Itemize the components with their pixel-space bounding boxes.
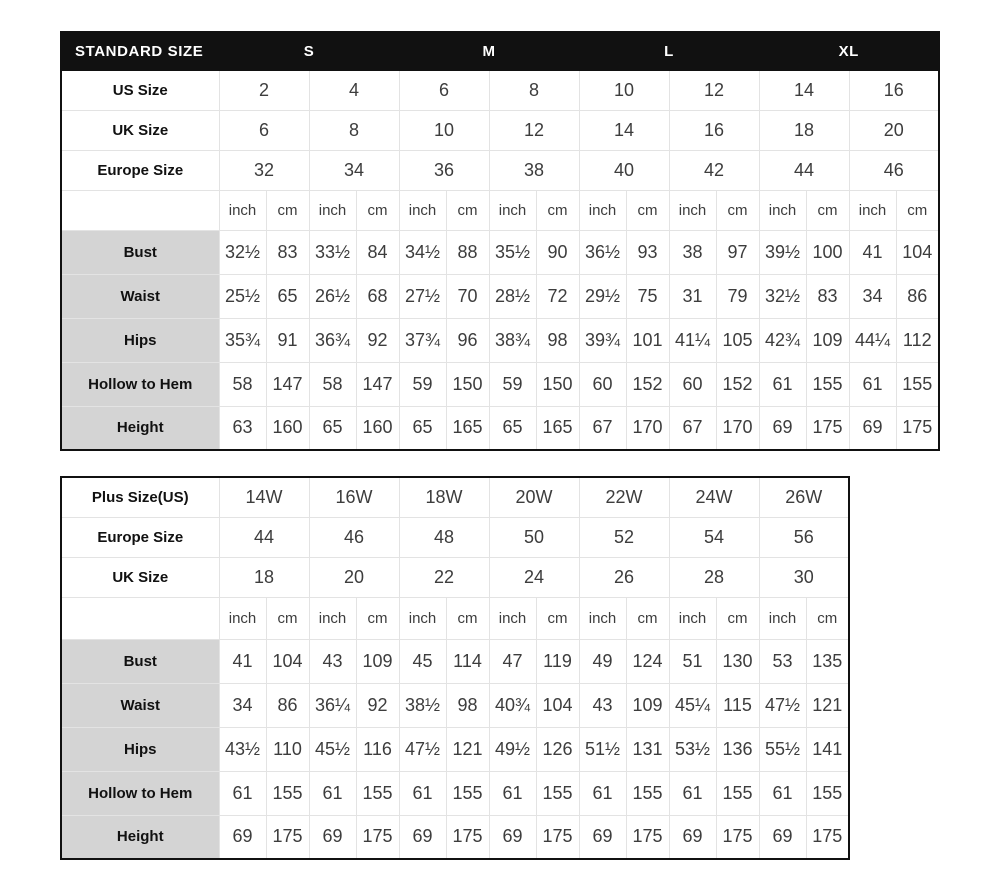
measure-value: 40¾ (489, 683, 536, 727)
unit-header: inch (579, 597, 626, 639)
measure-value: 44¼ (849, 318, 896, 362)
measure-value: 114 (446, 639, 489, 683)
measure-value: 147 (266, 362, 309, 406)
measure-value: 104 (896, 230, 939, 274)
measure-value: 47½ (759, 683, 806, 727)
measure-value: 47½ (399, 727, 446, 771)
unit-header: inch (219, 597, 266, 639)
size-value: 14 (759, 70, 849, 110)
measure-value: 35¾ (219, 318, 266, 362)
size-value: 46 (309, 517, 399, 557)
measure-value: 175 (806, 406, 849, 450)
measure-value: 101 (626, 318, 669, 362)
size-value: 12 (669, 70, 759, 110)
measure-value: 49 (579, 639, 626, 683)
size-value: 36 (399, 150, 489, 190)
measure-value: 53 (759, 639, 806, 683)
size-value: 22 (399, 557, 489, 597)
row-label: Europe Size (61, 517, 219, 557)
measure-value: 90 (536, 230, 579, 274)
size-value: 6 (219, 110, 309, 150)
unit-header: cm (536, 190, 579, 230)
measure-value: 92 (356, 683, 399, 727)
measure-value: 83 (266, 230, 309, 274)
row-label: UK Size (61, 110, 219, 150)
measure-value: 61 (759, 771, 806, 815)
table-row (61, 110, 939, 150)
measure-value: 155 (806, 362, 849, 406)
measure-value: 79 (716, 274, 759, 318)
size-value: 56 (759, 517, 849, 557)
size-value: 10 (579, 70, 669, 110)
size-value: 44 (759, 150, 849, 190)
measure-value: 42¾ (759, 318, 806, 362)
measure-value: 131 (626, 727, 669, 771)
measure-value: 33½ (309, 230, 356, 274)
measure-value: 124 (626, 639, 669, 683)
table-row (61, 639, 849, 683)
measure-value: 100 (806, 230, 849, 274)
measure-value: 97 (716, 230, 759, 274)
row-label: Waist (61, 683, 219, 727)
measure-value: 141 (806, 727, 849, 771)
measure-value: 45 (399, 639, 446, 683)
size-value: 44 (219, 517, 309, 557)
measure-value: 61 (399, 771, 446, 815)
measure-value: 75 (626, 274, 669, 318)
unit-header: inch (849, 190, 896, 230)
measure-value: 155 (446, 771, 489, 815)
measure-value: 38¾ (489, 318, 536, 362)
measure-value: 34 (849, 274, 896, 318)
table-row (61, 683, 849, 727)
measure-value: 61 (309, 771, 356, 815)
measure-value: 104 (536, 683, 579, 727)
measure-value: 35½ (489, 230, 536, 274)
row-label: UK Size (61, 557, 219, 597)
measure-value: 175 (716, 815, 759, 859)
size-value: 30 (759, 557, 849, 597)
size-value: 2 (219, 70, 309, 110)
measure-value: 116 (356, 727, 399, 771)
measure-value: 39¾ (579, 318, 626, 362)
table-row (61, 477, 849, 517)
measure-value: 58 (309, 362, 356, 406)
measure-value: 175 (356, 815, 399, 859)
measure-value: 59 (489, 362, 536, 406)
size-value: 20 (309, 557, 399, 597)
measure-value: 155 (896, 362, 939, 406)
size-value: 46 (849, 150, 939, 190)
unit-header: cm (806, 597, 849, 639)
measure-value: 34 (219, 683, 266, 727)
size-value: 48 (399, 517, 489, 557)
measure-value: 86 (266, 683, 309, 727)
measure-value: 155 (626, 771, 669, 815)
measure-value: 27½ (399, 274, 446, 318)
unit-header: inch (399, 597, 446, 639)
measure-value: 32½ (219, 230, 266, 274)
measure-value: 165 (536, 406, 579, 450)
measure-value: 121 (806, 683, 849, 727)
measure-value: 98 (446, 683, 489, 727)
row-label: Hips (61, 727, 219, 771)
unit-header: inch (219, 190, 266, 230)
measure-value: 69 (759, 815, 806, 859)
row-label: Hips (61, 318, 219, 362)
measure-value: 65 (309, 406, 356, 450)
size-value: 34 (309, 150, 399, 190)
measure-value: 37¾ (399, 318, 446, 362)
measure-value: 109 (806, 318, 849, 362)
measure-value: 72 (536, 274, 579, 318)
measure-value: 84 (356, 230, 399, 274)
unit-header: cm (536, 597, 579, 639)
measure-value: 135 (806, 639, 849, 683)
size-value: 24W (669, 477, 759, 517)
measure-value: 112 (896, 318, 939, 362)
measure-value: 69 (489, 815, 536, 859)
unit-header: cm (806, 190, 849, 230)
table-row (61, 362, 939, 406)
table-row (61, 597, 849, 639)
measure-value: 88 (446, 230, 489, 274)
table-row (61, 70, 939, 110)
measure-value: 41¼ (669, 318, 716, 362)
unit-header: inch (759, 190, 806, 230)
size-value: 8 (309, 110, 399, 150)
measure-value: 38 (669, 230, 716, 274)
measure-value: 170 (626, 406, 669, 450)
measure-value: 39½ (759, 230, 806, 274)
measure-value: 165 (446, 406, 489, 450)
measure-value: 32½ (759, 274, 806, 318)
size-value: 16W (309, 477, 399, 517)
measure-value: 70 (446, 274, 489, 318)
size-value: 8 (489, 70, 579, 110)
measure-value: 53½ (669, 727, 716, 771)
row-label: Bust (61, 230, 219, 274)
measure-value: 55½ (759, 727, 806, 771)
measure-value: 69 (399, 815, 446, 859)
unit-header: inch (489, 190, 536, 230)
measure-value: 104 (266, 639, 309, 683)
unit-header: cm (356, 597, 399, 639)
measure-value: 67 (669, 406, 716, 450)
measure-value: 150 (446, 362, 489, 406)
measure-value: 152 (626, 362, 669, 406)
size-value: 20 (849, 110, 939, 150)
size-value: 16 (849, 70, 939, 110)
unit-row-label (61, 597, 219, 639)
unit-row-label (61, 190, 219, 230)
standard-size-table (60, 31, 940, 451)
measure-value: 175 (446, 815, 489, 859)
measure-value: 86 (896, 274, 939, 318)
size-value: 26 (579, 557, 669, 597)
row-label: Hollow to Hem (61, 362, 219, 406)
measure-value: 60 (579, 362, 626, 406)
measure-value: 59 (399, 362, 446, 406)
unit-header: cm (356, 190, 399, 230)
measure-value: 41 (219, 639, 266, 683)
table-row (61, 32, 939, 70)
row-label: Bust (61, 639, 219, 683)
measure-value: 91 (266, 318, 309, 362)
measure-value: 38½ (399, 683, 446, 727)
measure-value: 61 (669, 771, 716, 815)
unit-header: cm (626, 597, 669, 639)
measure-value: 155 (806, 771, 849, 815)
measure-value: 175 (266, 815, 309, 859)
measure-value: 155 (716, 771, 759, 815)
size-group-header: S (219, 32, 399, 70)
table-row (61, 318, 939, 362)
measure-value: 61 (759, 362, 806, 406)
size-value: 18 (219, 557, 309, 597)
size-group-header: L (579, 32, 759, 70)
unit-header: cm (716, 597, 759, 639)
measure-value: 119 (536, 639, 579, 683)
size-value: 24 (489, 557, 579, 597)
measure-value: 49½ (489, 727, 536, 771)
measure-value: 170 (716, 406, 759, 450)
size-value: 40 (579, 150, 669, 190)
table-row (61, 771, 849, 815)
size-value: 26W (759, 477, 849, 517)
measure-value: 45½ (309, 727, 356, 771)
measure-value: 155 (356, 771, 399, 815)
measure-value: 65 (489, 406, 536, 450)
row-label: Hollow to Hem (61, 771, 219, 815)
measure-value: 126 (536, 727, 579, 771)
size-value: 22W (579, 477, 669, 517)
row-label: Europe Size (61, 150, 219, 190)
measure-value: 92 (356, 318, 399, 362)
row-label: Height (61, 815, 219, 859)
measure-value: 47 (489, 639, 536, 683)
measure-value: 61 (579, 771, 626, 815)
measure-value: 51 (669, 639, 716, 683)
measure-value: 41 (849, 230, 896, 274)
measure-value: 121 (446, 727, 489, 771)
table-row (61, 150, 939, 190)
measure-value: 69 (219, 815, 266, 859)
measure-value: 69 (759, 406, 806, 450)
measure-value: 160 (356, 406, 399, 450)
size-value: 50 (489, 517, 579, 557)
measure-value: 65 (399, 406, 446, 450)
measure-value: 175 (806, 815, 849, 859)
unit-header: inch (309, 190, 356, 230)
measure-value: 136 (716, 727, 759, 771)
measure-value: 147 (356, 362, 399, 406)
size-value: 28 (669, 557, 759, 597)
measure-value: 61 (849, 362, 896, 406)
measure-value: 68 (356, 274, 399, 318)
measure-value: 175 (626, 815, 669, 859)
measure-value: 60 (669, 362, 716, 406)
size-value: 10 (399, 110, 489, 150)
measure-value: 69 (309, 815, 356, 859)
measure-value: 43½ (219, 727, 266, 771)
table-row (61, 727, 849, 771)
unit-header: cm (446, 597, 489, 639)
measure-value: 43 (579, 683, 626, 727)
size-value: 16 (669, 110, 759, 150)
unit-header: inch (669, 597, 716, 639)
unit-header: cm (626, 190, 669, 230)
measure-value: 130 (716, 639, 759, 683)
table-row (61, 815, 849, 859)
measure-value: 45¼ (669, 683, 716, 727)
row-label: Waist (61, 274, 219, 318)
unit-header: inch (309, 597, 356, 639)
measure-value: 26½ (309, 274, 356, 318)
measure-value: 25½ (219, 274, 266, 318)
unit-header: inch (759, 597, 806, 639)
measure-value: 34½ (399, 230, 446, 274)
size-value: 42 (669, 150, 759, 190)
unit-header: cm (716, 190, 759, 230)
measure-value: 160 (266, 406, 309, 450)
measure-value: 36½ (579, 230, 626, 274)
measure-value: 96 (446, 318, 489, 362)
unit-header: inch (399, 190, 446, 230)
size-value: 18W (399, 477, 489, 517)
size-value: 52 (579, 517, 669, 557)
measure-value: 65 (266, 274, 309, 318)
table-row (61, 406, 939, 450)
measure-value: 98 (536, 318, 579, 362)
table-row (61, 190, 939, 230)
measure-value: 36¾ (309, 318, 356, 362)
measure-value: 93 (626, 230, 669, 274)
measure-value: 152 (716, 362, 759, 406)
measure-value: 109 (626, 683, 669, 727)
table-title: STANDARD SIZE (61, 32, 219, 70)
row-label: Height (61, 406, 219, 450)
unit-header: inch (579, 190, 626, 230)
measure-value: 31 (669, 274, 716, 318)
measure-value: 155 (266, 771, 309, 815)
size-group-header: XL (759, 32, 939, 70)
size-value: 14 (579, 110, 669, 150)
measure-value: 61 (219, 771, 266, 815)
measure-value: 29½ (579, 274, 626, 318)
measure-value: 109 (356, 639, 399, 683)
size-value: 32 (219, 150, 309, 190)
unit-header: cm (266, 597, 309, 639)
row-label: US Size (61, 70, 219, 110)
unit-header: inch (489, 597, 536, 639)
measure-value: 69 (849, 406, 896, 450)
size-group-header: M (399, 32, 579, 70)
size-value: 14W (219, 477, 309, 517)
unit-header: cm (446, 190, 489, 230)
measure-value: 67 (579, 406, 626, 450)
measure-value: 61 (489, 771, 536, 815)
table-row (61, 274, 939, 318)
measure-value: 155 (536, 771, 579, 815)
measure-value: 150 (536, 362, 579, 406)
size-value: 12 (489, 110, 579, 150)
table-row (61, 557, 849, 597)
measure-value: 105 (716, 318, 759, 362)
row-label: Plus Size(US) (61, 477, 219, 517)
unit-header: cm (896, 190, 939, 230)
measure-value: 51½ (579, 727, 626, 771)
unit-header: inch (669, 190, 716, 230)
measure-value: 69 (669, 815, 716, 859)
measure-value: 36¼ (309, 683, 356, 727)
size-value: 6 (399, 70, 489, 110)
measure-value: 63 (219, 406, 266, 450)
measure-value: 69 (579, 815, 626, 859)
measure-value: 43 (309, 639, 356, 683)
size-value: 20W (489, 477, 579, 517)
measure-value: 110 (266, 727, 309, 771)
measure-value: 115 (716, 683, 759, 727)
plus-size-table (60, 476, 850, 860)
size-value: 54 (669, 517, 759, 557)
table-row (61, 230, 939, 274)
measure-value: 58 (219, 362, 266, 406)
measure-value: 175 (536, 815, 579, 859)
measure-value: 175 (896, 406, 939, 450)
size-value: 18 (759, 110, 849, 150)
measure-value: 83 (806, 274, 849, 318)
table-row (61, 517, 849, 557)
measure-value: 28½ (489, 274, 536, 318)
unit-header: cm (266, 190, 309, 230)
size-value: 4 (309, 70, 399, 110)
size-value: 38 (489, 150, 579, 190)
